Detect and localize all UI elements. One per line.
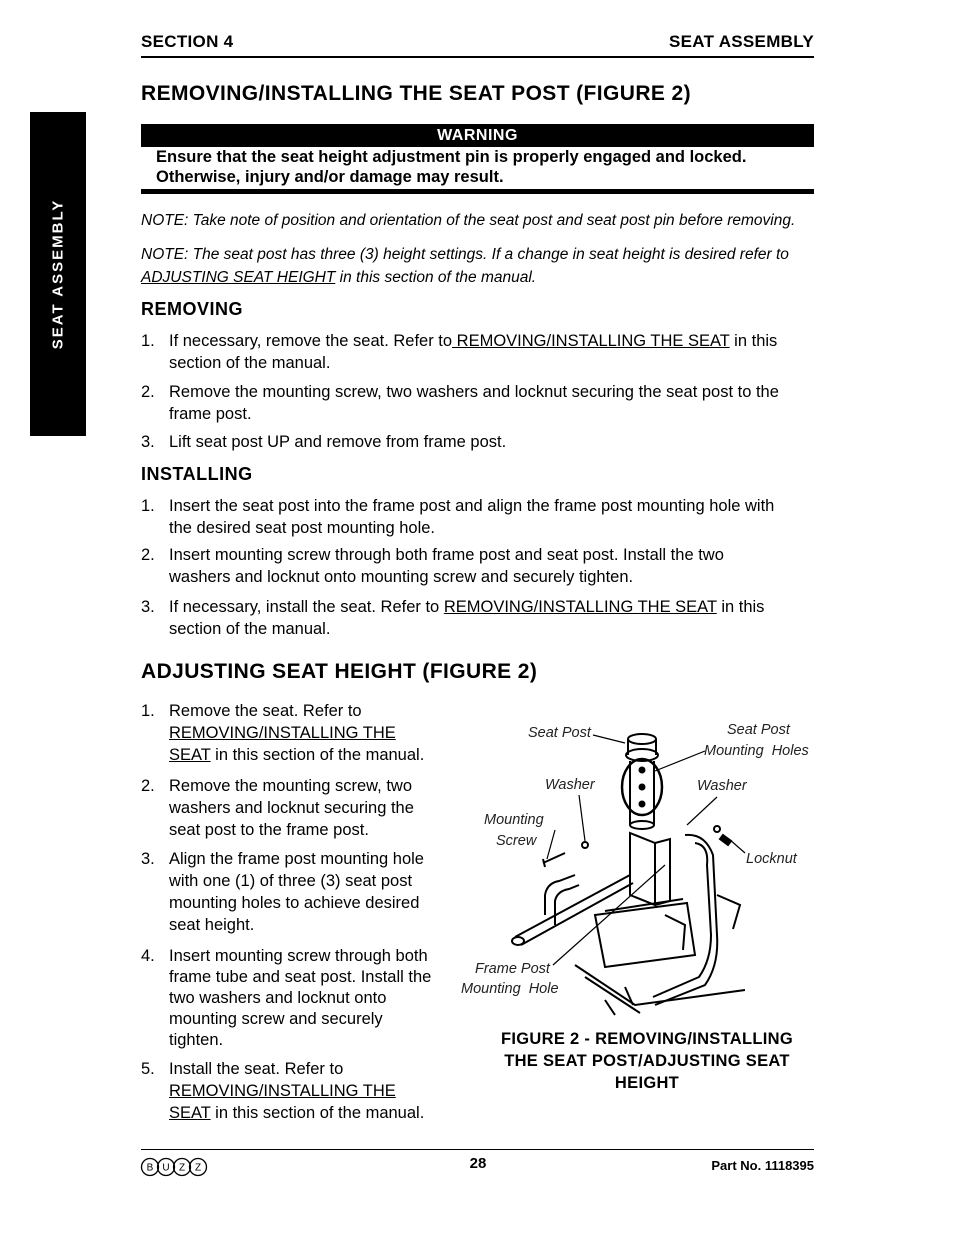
label-seat-post: Seat Post [528, 725, 591, 741]
list-item: 3. If necessary, install the seat. Refer to REMOVING/INSTALLING THE SEAT in this section of the manual. [141, 598, 765, 638]
warning-rule [141, 189, 814, 194]
label-seat-post-holes-2: Mounting Holes [704, 743, 809, 759]
main-heading: REMOVING/INSTALLING THE SEAT POST (FIGURE 2) [141, 82, 692, 105]
warning-label: WARNING [141, 124, 814, 147]
list-item: 3. Align the frame post mounting hole with one (1) of three (3) seat post mounting holes to achieve desired seat height. [141, 850, 424, 934]
removing-installing-seat-link[interactable]: SEAT [169, 1104, 211, 1122]
adjusting-heading: ADJUSTING SEAT HEIGHT (FIGURE 2) [141, 660, 538, 683]
side-tab [30, 112, 86, 436]
seat-post-illustration [622, 734, 662, 829]
removing-installing-seat-link[interactable]: REMOVING/INSTALLING THE [169, 1082, 396, 1100]
list-item: 1. Remove the seat. Refer to REMOVING/INSTALLING THE SEAT in this section of the manual. [141, 702, 425, 764]
washer-right-illustration [714, 826, 720, 832]
logo-letter: U [162, 1162, 170, 1174]
section-label: SECTION 4 [141, 32, 234, 51]
list-item: 2. Remove the mounting screw, two washers and locknut securing the seat post to the frame post. [141, 383, 779, 423]
footer-rule [141, 1149, 814, 1150]
adjusting-seat-height-link[interactable]: ADJUSTING SEAT HEIGHT [141, 269, 336, 286]
label-locknut: Locknut [746, 851, 797, 867]
header-rule [141, 56, 814, 58]
removing-installing-seat-link[interactable]: SEAT [169, 746, 211, 764]
list-item: 4. Insert mounting screw through both frame tube and seat post. Install the two washers and locknut onto mounting screw and securely tighten. [141, 947, 432, 1049]
label-washer-right: Washer [697, 778, 747, 794]
note-1: NOTE: Take note of position and orientation of the seat post and seat post pin before removing. [141, 212, 796, 229]
removing-installing-seat-link[interactable]: REMOVING/INSTALLING THE SEAT [443, 598, 717, 616]
label-mounting-screw-2: Screw [496, 833, 537, 849]
removing-heading: REMOVING [141, 299, 244, 319]
logo-letter: Z [194, 1162, 202, 1174]
list-item: 3. Lift seat post UP and remove from frame post. [141, 433, 507, 451]
list-item: 1. If necessary, remove the seat. Refer to REMOVING/INSTALLING THE SEAT in this section of the manual. [141, 332, 778, 372]
removing-installing-seat-link[interactable]: REMOVING/INSTALLING THE [169, 724, 396, 742]
label-mounting-screw: Mounting [484, 812, 544, 828]
list-item: 5. Install the seat. Refer to REMOVING/INSTALLING THE SEAT in this section of the manual. [141, 1060, 425, 1122]
warning-text-2: Otherwise, injury and/or damage may result. [156, 168, 504, 186]
label-frame-post-hole-2: Mounting Hole [461, 981, 559, 997]
note-2-line-2: ADJUSTING SEAT HEIGHT in this section of the manual. [141, 269, 537, 286]
logo-letter: Z [178, 1162, 186, 1174]
note-2: NOTE: The seat post has three (3) height settings. If a change in seat height is desired refer to [141, 246, 789, 263]
label-seat-post-holes: Seat Post [727, 722, 790, 738]
list-item: 1. Insert the seat post into the frame post and align the frame post mounting hole with the desired seat post mounting hole. [141, 497, 775, 537]
side-tab-label: SEAT ASSEMBLY [49, 198, 67, 350]
page-number: 28 [469, 1155, 487, 1172]
list-item: 2. Remove the mounting screw, two washers and locknut securing the seat post to the frame post. [141, 777, 414, 839]
header-title: SEAT ASSEMBLY [669, 32, 814, 51]
list-item: 2. Insert mounting screw through both frame post and seat post. Install the two washers and locknut onto mounting screw and securely tighten. [141, 546, 724, 586]
warning-text-1: Ensure that the seat height adjustment pin is properly engaged and locked. [156, 148, 747, 166]
label-washer-left: Washer [545, 777, 595, 793]
part-number: Part No. 1118395 [711, 1158, 814, 1173]
figure-caption: FIGURE 2 - REMOVING/INSTALLING THE SEAT POST/ADJUSTING SEAT HEIGHT [501, 1030, 793, 1092]
mounting-screw-illustration [543, 853, 565, 867]
leader-lines [547, 735, 745, 965]
buzz-logo [139, 1156, 211, 1178]
logo-letter: B [146, 1162, 154, 1174]
installing-heading: INSTALLING [141, 464, 253, 484]
label-frame-post-hole: Frame Post [475, 961, 550, 977]
washer-left-illustration [582, 842, 588, 848]
removing-installing-seat-link[interactable]: REMOVING/INSTALLING THE SEAT [452, 332, 730, 350]
